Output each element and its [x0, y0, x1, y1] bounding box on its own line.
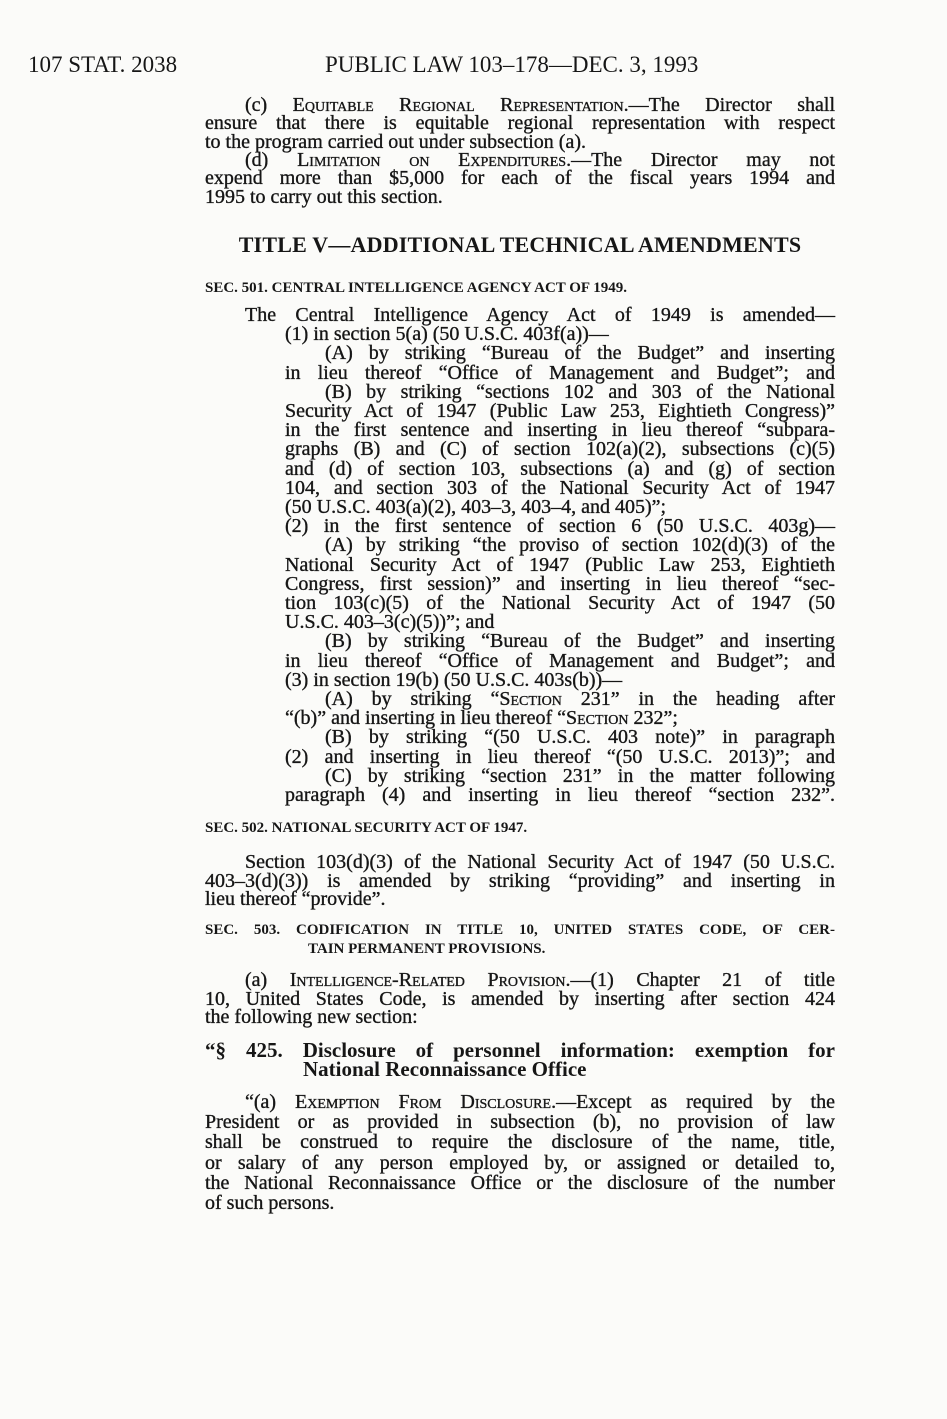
text-line — [205, 1172, 835, 1194]
text-line — [205, 1192, 334, 1214]
text-run: expend more than $5,000 for each of the fiscal years 1994 and — [205, 167, 835, 190]
text-line — [205, 888, 385, 910]
section-heading-line — [205, 279, 627, 297]
text-run: the National Reconnaissance Office or the disclosure of the number — [205, 1171, 835, 1194]
text-run: (d) — [245, 148, 298, 171]
small-caps-heading: Intelligence-Related Provision — [289, 969, 566, 991]
text-line — [285, 784, 835, 806]
text-run: SEC. 502. NATIONAL SECURITY ACT OF 1947. — [205, 820, 528, 836]
text-line — [303, 1058, 586, 1080]
small-caps-heading: Limitation on Expenditures — [297, 148, 567, 171]
text-run: graphs (B) and (C) of section 102(a)(2), subsections (c)(5) — [285, 438, 835, 461]
text-line — [205, 1152, 835, 1174]
small-caps-heading: Section — [499, 688, 562, 710]
text-run: (B) by striking “(50 U.S.C. 403 note)” in paragraph — [325, 726, 835, 749]
text-run: .—The Director may not — [566, 148, 835, 171]
text-run: 104, and section 303 of the National Security Act of 1947 — [285, 476, 835, 499]
small-caps-heading: Section — [566, 707, 629, 730]
text-run: 10, United States Code, is amended by inserting after section 424 — [205, 987, 835, 1010]
text-run: .—The Director shall — [623, 94, 836, 116]
text-run: The Central Intelligence Agency Act of 1949 is amended— — [245, 304, 835, 326]
text-run: lieu thereof “provide”. — [205, 888, 386, 910]
text-run: (1) in section 5(a) (50 U.S.C. 403f(a))— — [285, 323, 609, 346]
text-run: (a) — [245, 969, 290, 991]
text-run: (2) in the first sentence of section 6 (50 U.S.C. 403g)— — [285, 515, 835, 538]
text-run: (50 U.S.C. 403(a)(2), 403–3, 403–4, and 405)”; — [285, 496, 667, 518]
text-line — [205, 1006, 418, 1028]
text-line — [205, 186, 443, 208]
title-heading: TITLE V—ADDITIONAL TECHNICAL AMENDMENTS — [238, 232, 802, 257]
text-run: .—(1) Chapter 21 of title — [565, 969, 835, 991]
text-run: (C) by striking “section 231” in the matter following — [325, 764, 835, 787]
text-run: SEC. 503. CODIFICATION IN TITLE 10, UNITED STATES CODE, OF CER- — [205, 922, 835, 938]
text-run: 403–3(d)(3)) is amended by striking “providing” and inserting in — [205, 869, 835, 892]
text-run: .—Except as required by the — [551, 1091, 835, 1113]
text-run: “(b)” and inserting in lieu thereof “ — [285, 707, 566, 730]
text-run: 231” in the heading after — [561, 688, 835, 710]
text-run: Section 103(d)(3) of the National Security Act of 1947 (50 U.S.C. — [245, 851, 835, 873]
text-run: and (d) of section 103, subsections (a) and (g) of section — [285, 457, 835, 480]
text-run: (B) by striking “Bureau of the Budget” and inserting — [325, 630, 835, 653]
text-run: Congress, first session)” and inserting in lieu thereof “sec- — [285, 572, 835, 595]
text-run: shall be construed to require the disclosure of the name, title, — [205, 1131, 835, 1154]
text-run: paragraph (4) and inserting in lieu thereof “section 232”. — [285, 784, 835, 806]
text-run: 1995 to carry out this section. — [205, 185, 443, 208]
text-run: President or as provided in subsection (b), no provision of law — [205, 1111, 835, 1134]
text-run: National Security Act of 1947 (Public Law 253, Eightieth — [285, 553, 835, 576]
text-run: (A) by striking “the proviso of section 102(d)(3) of the — [325, 534, 835, 557]
text-run: tion 103(c)(5) of the National Security Act of 1947 (50 — [285, 592, 835, 614]
text-run: to the program carried out under subsection (a). — [205, 130, 586, 153]
text-line — [205, 1131, 835, 1153]
text-run: Security Act of 1947 (Public Law 253, Eightieth Congress)” — [285, 400, 835, 422]
small-caps-heading: Equitable Regional Representation — [292, 94, 624, 116]
text-run: (3) in section 19(b) (50 U.S.C. 403s(b))— — [285, 668, 623, 691]
running-header: PUBLIC LAW 103–178—DEC. 3, 1993 — [325, 52, 699, 77]
text-line — [245, 1091, 835, 1113]
text-run: 232”; — [628, 707, 678, 730]
page-stat-citation: 107 STAT. 2038 — [28, 52, 178, 77]
text-run: SEC. 501. CENTRAL INTELLIGENCE AGENCY ACT OF 1949. — [205, 280, 628, 296]
text-run: (2) and inserting in lieu thereof “(50 U.S.C. 2013)”; and — [285, 745, 835, 768]
text-run: “§ 425. Disclosure of personnel information: exemption for — [205, 1038, 835, 1062]
text-run: the following new section: — [205, 1006, 418, 1028]
section-heading-line — [205, 819, 527, 837]
text-run: in the first sentence and inserting in lieu thereof “subpara- — [285, 419, 835, 442]
text-run: in lieu thereof “Office of Management and Budget”; and — [285, 649, 835, 672]
text-run: TAIN PERMANENT PROVISIONS. — [308, 940, 546, 957]
section-heading-line — [308, 940, 545, 958]
text-run: (A) by striking “ — [325, 688, 500, 710]
text-run: (B) by striking “sections 102 and 303 of the National — [325, 380, 835, 403]
text-run: in lieu thereof “Office of Management and Budget”; and — [285, 361, 835, 384]
text-line — [205, 1111, 835, 1133]
text-run: ensure that there is equitable regional representation with respect — [205, 112, 835, 135]
text-run: (c) — [245, 94, 293, 116]
text-run: (A) by striking “Bureau of the Budget” and inserting — [325, 342, 835, 365]
text-run: of such persons. — [205, 1192, 335, 1214]
text-run: U.S.C. 403–3(c)(5))”; and — [285, 611, 495, 634]
text-run: or salary of any person employed by, or assigned or detailed to, — [205, 1151, 835, 1174]
text-run: “(a) — [245, 1091, 295, 1113]
text-run: National Reconnaissance Office — [303, 1056, 587, 1081]
small-caps-heading: Exemption From Disclosure — [295, 1091, 552, 1113]
section-heading-line — [205, 921, 835, 939]
